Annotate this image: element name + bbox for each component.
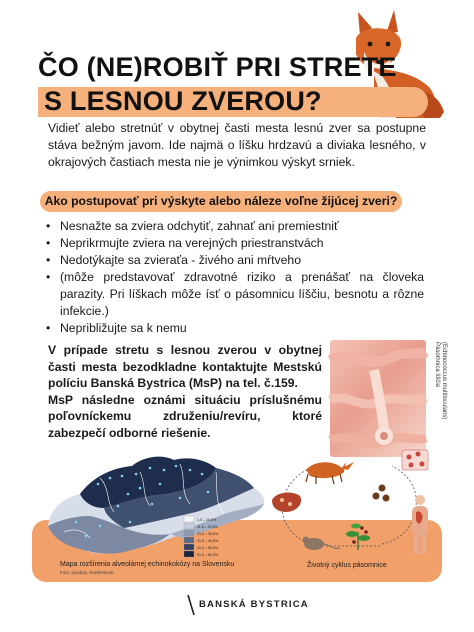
list-item: • Nepribližujte sa k nemu (46, 320, 424, 337)
city-logo: BANSKÁ BYSTRICA (199, 599, 309, 610)
contact-paragraph (48, 342, 322, 441)
map-credit: Foto: pixabay, shutterstock (60, 570, 114, 575)
map-legend-label: 21,0 – 30,5% (197, 532, 219, 536)
cycle-tissue-icon (402, 450, 428, 470)
map-legend-label: 1,0 – 10,5% (197, 518, 217, 522)
map-legend-label: 51,0 – 60,5% (197, 553, 219, 557)
contact-text-1: V prípade stretu s lesnou zverou v obytnej časti mesta bezodkladne kontaktujte Mestskú políciu Banská Bystrica (MsP) na tel. č.159. (48, 343, 322, 390)
list-item-detail (46, 269, 424, 320)
page-title-line2: S LESNOU ZVEROU? (44, 86, 322, 116)
cycle-caption: Životný cyklus pásomnice (307, 562, 387, 569)
micro-caption-line1: Pásomnica líščia (434, 342, 440, 388)
slovakia-map (40, 448, 270, 560)
contact-text-2: MsP následne oznámi situáciu príslušnému poľovníckemu združeniu/revíru, ktoré zabezpečí odborné riešenie. (48, 392, 322, 440)
map-legend-label: 11,5 – 20,5% (197, 525, 218, 529)
cycle-liver-icon (272, 493, 301, 512)
life-cycle-diagram (262, 440, 442, 560)
list-item: • Nesnažte sa zviera odchytiť, zahnať ani premiestniť (46, 218, 424, 235)
city-logo-mark (186, 594, 196, 616)
list-item: • Neprikrmujte zviera na verejných priestranstvách (46, 235, 424, 252)
cycle-eggs-icon (373, 485, 390, 502)
cycle-rodent-icon (303, 537, 341, 551)
question-banner: Ako postupovať pri výskyte alebo náleze voľne žijúcej zveri? (40, 191, 402, 212)
list-item-detail-text: • (môže predstavovať zdravotné riziko a prenášať na človeka parazity. Pri líškach môže ísť o pásomnicu líščiu, besnotu a rôzne infekcie.) (60, 270, 424, 318)
map-legend-label: 31,5 – 40,5% (197, 539, 219, 543)
map-legend-label: 41,0 – 50,5% (197, 546, 219, 550)
map-caption: Mapa rozšírenia alveolárnej echinokokózy na Slovensku (60, 561, 235, 568)
cycle-human-icon (412, 495, 428, 554)
advice-list (46, 218, 424, 337)
intro-paragraph: Vidieť alebo stretnúť v obytnej časti mesta lesnú zver sa postupne stáva bežným javom. Ide najmä o líšku hrdzavú a diviaka lesného, v okrajových častiach mesta nie je výnimkou výskyt srniek. (48, 121, 426, 169)
micro-caption-line2: (Echinococcus multilocularis) (441, 342, 447, 420)
cycle-fox-icon (306, 462, 354, 484)
page-title-line1: ČO (NE)ROBIŤ PRI STRETE (38, 52, 397, 82)
list-item: • Nedotýkajte sa zvieraťa - živého ani mŕtveho (46, 252, 424, 269)
